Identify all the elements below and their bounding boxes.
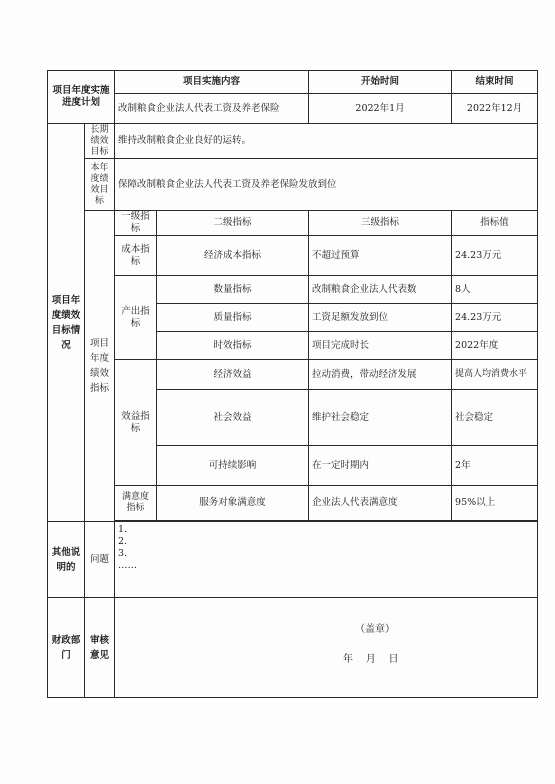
date-text: 年 月 日 xyxy=(343,654,399,665)
level2-cell: 时效指标 xyxy=(157,332,309,360)
plan-header-start: 开始时间 xyxy=(309,71,452,94)
finance-sub-label: 审核意见 xyxy=(85,598,115,698)
value-cell: 2022年度 xyxy=(452,332,538,360)
value-cell: 社会稳定 xyxy=(452,390,538,446)
plan-header-end: 结束时间 xyxy=(452,71,538,94)
indicator-group-label: 项目年度绩效指标 xyxy=(85,211,115,522)
other-sub-label: 问题 xyxy=(85,522,115,598)
level2-cell: 服务对象满意度 xyxy=(157,486,309,521)
level2-cell: 质量指标 xyxy=(157,304,309,332)
budget-form-table xyxy=(47,70,538,698)
annual-goal-text: 保障改制粮食企业法人代表工资及养老保险发放到位 xyxy=(115,159,538,211)
finance-review-cell xyxy=(115,598,538,698)
value-cell: 24.23万元 xyxy=(452,304,538,332)
level3-cell: 企业法人代表满意度 xyxy=(309,486,452,521)
plan-section-label: 项目年度实施进度计划 xyxy=(48,71,115,124)
seal-text: （盖章） xyxy=(355,624,396,635)
long-term-goal-text: 维持改制粮食企业良好的运转。 xyxy=(115,124,538,159)
value-cell: 95%以上 xyxy=(452,486,538,521)
long-term-goal-label: 长期绩效目标 xyxy=(85,124,115,159)
list-item: 3. xyxy=(118,548,128,559)
level2-cell: 经济效益 xyxy=(157,360,309,390)
list-item: 1. xyxy=(118,524,128,535)
level3-cell: 改制粮食企业法人代表数 xyxy=(309,276,452,304)
finance-section-label: 财政部门 xyxy=(48,598,85,698)
level1-output: 产出指标 xyxy=(115,276,157,360)
level2-cell: 经济成本指标 xyxy=(157,236,309,276)
level3-cell: 不超过预算 xyxy=(309,236,452,276)
indicator-header-value: 指标值 xyxy=(452,211,538,236)
indicator-header-level2: 二级指标 xyxy=(157,211,309,236)
annual-goal-label: 本年度绩效目标 xyxy=(85,159,115,211)
list-item: …… xyxy=(118,560,138,571)
level3-cell: 拉动消费，带动经济发展 xyxy=(309,360,452,390)
plan-end-cell: 2022年12月 xyxy=(452,94,538,124)
indicator-header-level3: 三级指标 xyxy=(309,211,452,236)
other-notes-list xyxy=(115,522,538,598)
level3-cell: 项目完成时长 xyxy=(309,332,452,360)
level1-cost: 成本指标 xyxy=(115,236,157,276)
value-cell: 24.23万元 xyxy=(452,236,538,276)
performance-section-label: 项目年度绩效目标情况 xyxy=(48,124,85,522)
level3-cell: 在一定时期内 xyxy=(309,446,452,486)
level3-cell: 工资足额发放到位 xyxy=(309,304,452,332)
indicator-header-level1: 一级指标 xyxy=(115,211,157,236)
plan-content-cell: 改制粮食企业法人代表工资及养老保险 xyxy=(115,94,309,124)
list-item: 2. xyxy=(118,536,128,547)
level1-benefit: 效益指标 xyxy=(115,360,157,486)
level2-cell: 数量指标 xyxy=(157,276,309,304)
plan-start-cell: 2022年1月 xyxy=(309,94,452,124)
level3-cell: 维护社会稳定 xyxy=(309,390,452,446)
value-cell: 8人 xyxy=(452,276,538,304)
level1-satisfaction: 满意度指标 xyxy=(115,486,157,521)
plan-header-content: 项目实施内容 xyxy=(115,71,309,94)
level2-cell: 可持续影响 xyxy=(157,446,309,486)
other-section-label: 其他说明的 xyxy=(48,522,85,598)
level2-cell: 社会效益 xyxy=(157,390,309,446)
value-cell: 提高人均消费水平 xyxy=(452,360,538,390)
value-cell: 2年 xyxy=(452,446,538,486)
